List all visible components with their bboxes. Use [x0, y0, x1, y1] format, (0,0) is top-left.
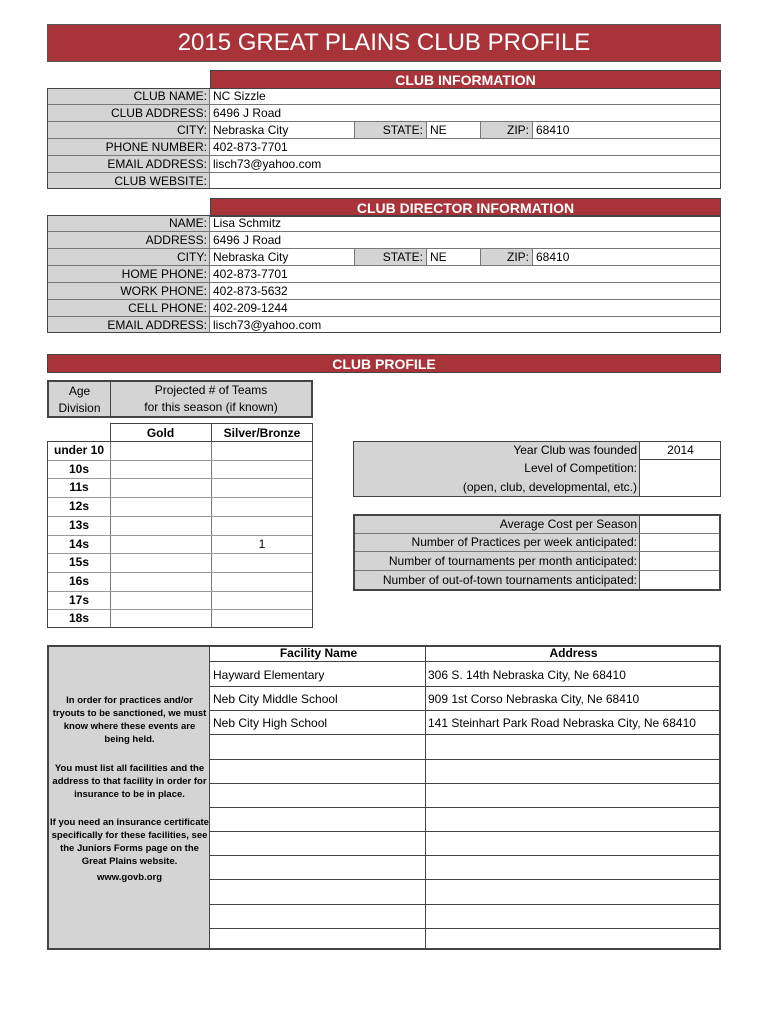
director-email-label: EMAIL ADDRESS:	[107, 318, 207, 332]
club-info-header: CLUB INFORMATION	[210, 70, 721, 89]
director-state-field[interactable]: NE	[426, 249, 480, 266]
age-header-line2: Division	[58, 401, 101, 415]
director-zip-field[interactable]: 68410	[532, 249, 720, 266]
club-state-label: STATE:	[354, 122, 426, 139]
director-city-field[interactable]: Nebraska City	[210, 249, 354, 266]
director-cell-phone-field[interactable]: 402-209-1244	[210, 300, 720, 317]
facility-note-4: www.govb.org	[96, 872, 163, 883]
club-city-field[interactable]: Nebraska City	[210, 122, 354, 139]
row-divider	[210, 807, 719, 808]
club-name-field[interactable]: NC Sizzle	[210, 88, 720, 105]
director-zip-label: ZIP:	[480, 249, 532, 266]
level-label: Level of Competition:	[524, 461, 637, 475]
club-state-field[interactable]: NE	[426, 122, 480, 139]
page-title: 2015 GREAT PLAINS CLUB PROFILE	[47, 24, 721, 62]
facility-name-field[interactable]: Hayward Elementary	[213, 668, 325, 682]
club-email-field[interactable]: lisch73@yahoo.com	[210, 156, 720, 173]
director-name-label: NAME:	[48, 215, 210, 232]
club-zip-field[interactable]: 68410	[532, 122, 720, 139]
director-state-label: STATE:	[354, 249, 426, 266]
practices-label: Number of Practices per week anticipated:	[411, 535, 637, 549]
director-work-phone-label: WORK PHONE:	[48, 283, 210, 300]
level-sub-label: (open, club, developmental, etc.)	[462, 480, 637, 494]
division-label: 13s	[68, 518, 90, 532]
facilities-header-divider	[210, 661, 719, 662]
facility-name-field[interactable]: Neb City Middle School	[213, 692, 338, 706]
row-divider	[210, 759, 719, 760]
division-label: 14s	[68, 537, 90, 551]
club-zip-label: ZIP:	[480, 122, 532, 139]
director-address-field[interactable]: 6496 J Road	[210, 232, 720, 249]
row-divider	[48, 516, 312, 517]
facility-address-field[interactable]: 909 1st Corso Nebraska City, Ne 68410	[428, 692, 640, 706]
director-home-phone-field[interactable]: 402-873-7701	[210, 266, 720, 283]
club-phone-label: PHONE NUMBER:	[48, 139, 210, 156]
club-website-field[interactable]	[210, 173, 720, 188]
row-divider	[210, 710, 719, 711]
division-label: 10s	[68, 462, 90, 476]
row-divider	[48, 497, 312, 498]
projected-header-line1: Projected # of Teams	[154, 383, 268, 397]
club-profile-header: CLUB PROFILE	[47, 354, 721, 373]
club-email-label: EMAIL ADDRESS:	[48, 156, 210, 173]
director-header: CLUB DIRECTOR INFORMATION	[210, 198, 721, 217]
director-home-phone-label: HOME PHONE:	[48, 266, 210, 283]
row-divider	[210, 879, 719, 880]
director-name-field[interactable]: Lisa Schmitz	[210, 215, 720, 232]
year-founded-field[interactable]: 2014	[667, 443, 694, 457]
row-divider	[48, 478, 312, 479]
facility-address-field[interactable]: 306 S. 14th Nebraska City, Ne 68410	[428, 668, 626, 682]
row-divider	[210, 904, 719, 905]
division-label: 18s	[68, 611, 90, 625]
division-label: 12s	[68, 499, 90, 513]
facility-note-3: If you need an insurance certificate specifically for these facilities, see the Juniors Forms page on the Great Plains website.	[50, 817, 209, 867]
row-divider	[210, 686, 719, 687]
facility-name-header: Facility Name	[279, 646, 358, 660]
division-label: under 10	[53, 443, 104, 457]
facility-note-1: In order for practices and/or tryouts to be sanctioned, we must know where these events are being held.	[52, 695, 207, 745]
row-divider	[48, 535, 312, 536]
division-label: 16s	[68, 574, 90, 588]
row-divider	[210, 783, 719, 784]
age-header-line1: Age	[68, 384, 91, 398]
division-label: 17s	[68, 593, 90, 607]
year-founded-label: Year Club was founded	[513, 443, 637, 457]
row-divider	[48, 609, 312, 610]
row-divider	[210, 831, 719, 832]
director-email-field[interactable]: lisch73@yahoo.com	[213, 318, 322, 332]
tournaments-label: Number of tournaments per month anticipated:	[388, 554, 637, 568]
director-address-label: ADDRESS:	[48, 232, 210, 249]
club-phone-field[interactable]: 402-873-7701	[210, 139, 720, 156]
facilities-col-divider	[425, 647, 426, 948]
facility-note-2: You must list all facilities and the address to that facility in order for insurance to be in place.	[52, 763, 207, 800]
row-divider	[48, 460, 312, 461]
gold-header: Gold	[146, 426, 175, 440]
facility-address-field[interactable]: 141 Steinhart Park Road Nebraska City, Ne 68410	[428, 716, 696, 730]
level-header-divider	[211, 423, 212, 441]
silver-bronze-header: Silver/Bronze	[223, 426, 301, 440]
club-address-label: CLUB ADDRESS:	[48, 105, 210, 122]
silver-bronze-count-field[interactable]: 1	[258, 537, 266, 551]
row-divider	[48, 591, 312, 592]
founded-divider	[640, 459, 720, 460]
facility-name-field[interactable]: Neb City High School	[213, 716, 328, 730]
division-label: 15s	[68, 555, 90, 569]
club-name-label: CLUB NAME:	[48, 88, 210, 105]
projected-header-line2: for this season (if known)	[144, 400, 278, 414]
facility-address-header: Address	[549, 646, 598, 660]
club-website-label: CLUB WEBSITE:	[114, 174, 207, 188]
director-cell-phone-label: CELL PHONE:	[48, 300, 210, 317]
row-divider	[48, 553, 312, 554]
row-divider	[210, 855, 719, 856]
club-city-label: CITY:	[48, 122, 210, 139]
club-address-field[interactable]: 6496 J Road	[210, 105, 720, 122]
division-label: 11s	[69, 480, 89, 494]
out-of-town-label: Number of out-of-town tournaments anticipated:	[382, 573, 637, 587]
avg-cost-label: Average Cost per Season	[499, 517, 637, 531]
director-work-phone-field[interactable]: 402-873-5632	[210, 283, 720, 300]
director-city-label: CITY:	[48, 249, 210, 266]
row-divider	[210, 928, 719, 929]
row-divider	[48, 572, 312, 573]
row-divider	[210, 734, 719, 735]
